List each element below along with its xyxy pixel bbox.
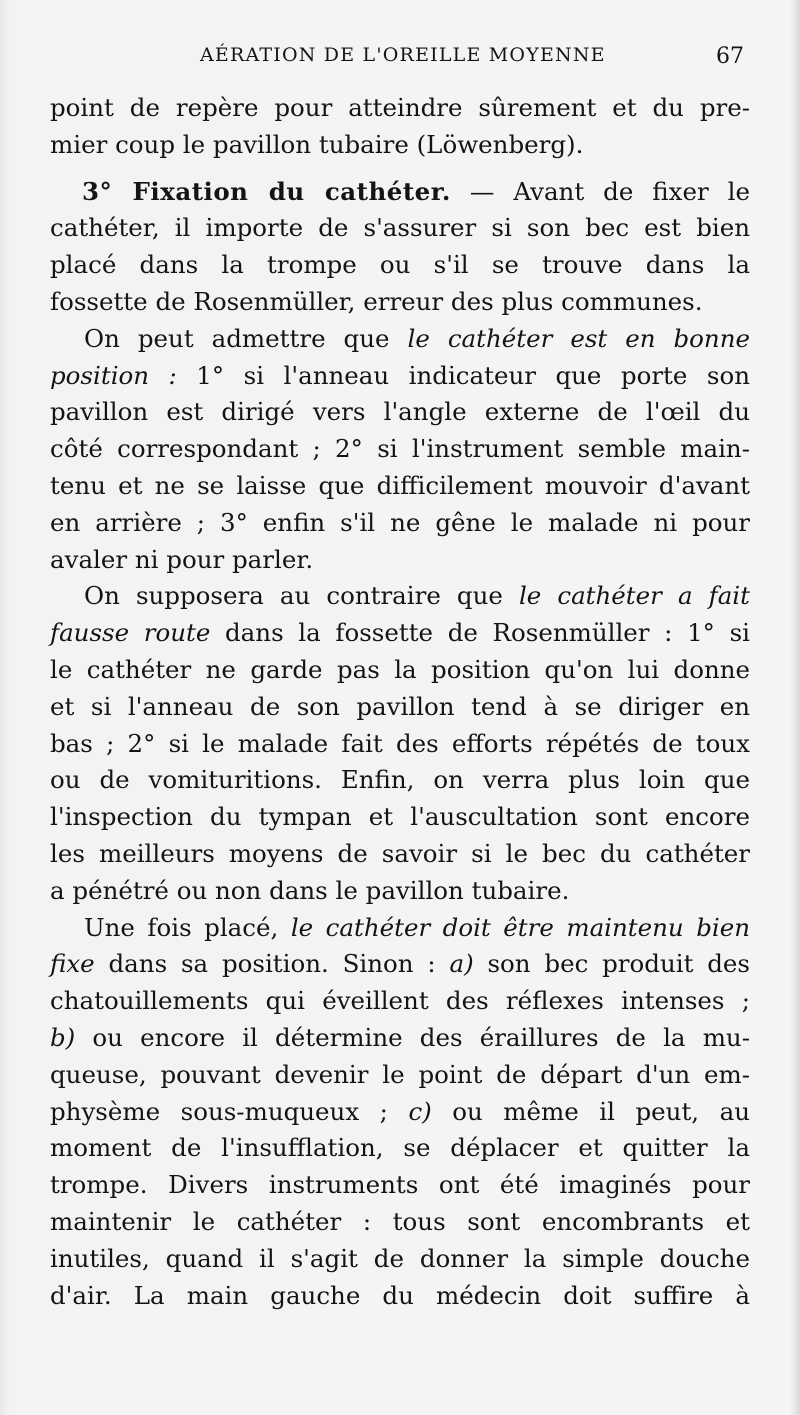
italic-fragment: position :: [50, 360, 177, 390]
text-fragment: ou encore il détermine des éraillures de la mu-: [75, 1022, 750, 1052]
text-line: les meilleurs moyens de savoir si le bec du cathéter: [50, 838, 750, 868]
text-line: chatouillements qui éveillent des réflexes intenses ;: [50, 986, 750, 1016]
italic-fragment: a): [449, 949, 474, 979]
text-line: fossette de Rosenmüller, erreur des plus communes.: [50, 286, 703, 316]
paragraph-gap: [50, 164, 750, 174]
text-line: pavillon est dirigé vers l'angle externe de l'œil du: [50, 397, 750, 427]
text-line: avaler ni pour parler.: [50, 544, 314, 574]
section-heading-line: [50, 174, 750, 211]
italic-fragment: le cathéter doit être maintenu bien: [290, 912, 751, 942]
text-fragment: dans la fossette de Rosenmüller : 1° si: [210, 618, 750, 648]
text-line: [50, 358, 750, 395]
text-line: moment de l'insufflation, se déplacer et quitter la: [50, 1133, 750, 1163]
text-line: en arrière ; 3° enfin s'il ne gêne le malade ni pour: [50, 507, 750, 537]
text-fragment: On supposera au contraire que: [84, 581, 519, 611]
section-heading: 3° Fixation du cathéter.: [82, 176, 451, 206]
text-line: [50, 1020, 750, 1057]
text-line: a pénétré ou non dans le pavillon tubaire.: [50, 875, 570, 905]
text-line: placé dans la trompe ou s'il se trouve dans la: [50, 250, 750, 280]
page-header: [50, 38, 744, 78]
text-line: d'air. La main gauche du médecin doit suffire à: [50, 1280, 750, 1310]
text-fragment: — Avant de fixer le: [450, 176, 750, 206]
text-fragment: 1° si l'anneau indicateur que porte son: [176, 360, 750, 390]
text-line: [50, 321, 750, 358]
text-fragment: Une fois placé,: [84, 912, 291, 942]
text-line: [50, 1094, 750, 1131]
text-line: côté correspondant ; 2° si l'instrument semble main-: [50, 434, 750, 464]
text-line: tenu et ne se laisse que difficilement mouvoir d'avant: [50, 470, 750, 500]
text-fragment: son bec produit des: [473, 949, 750, 979]
text-line: [50, 578, 750, 615]
text-line: ou de vomituritions. Enfin, on verra plus loin que: [50, 765, 750, 795]
text-fragment: On peut admettre que: [84, 323, 408, 353]
text-line: maintenir le cathéter : tous sont encombrants et: [50, 1206, 750, 1236]
text-line: cathéter, il importe de s'assurer si son bec est bien: [50, 213, 750, 243]
text-line: bas ; 2° si le malade fait des efforts répétés de toux: [50, 728, 750, 758]
text-line: le cathéter ne garde pas la position qu'on lui donne: [50, 654, 750, 684]
text-fragment: dans sa position. Sinon :: [94, 949, 450, 979]
text-line: [50, 946, 750, 983]
italic-fragment: le cathéter est en bonne: [407, 323, 750, 353]
text-fragment: ou même il peut, au: [431, 1096, 750, 1126]
text-line: l'inspection du tympan et l'auscultation sont encore: [50, 802, 750, 832]
italic-fragment: b): [50, 1022, 76, 1052]
italic-fragment: le cathéter a fait: [518, 581, 750, 611]
text-line: point de repère pour atteindre sûrement et du pre-: [50, 93, 750, 122]
page-number: 67: [716, 44, 744, 69]
text-line: [50, 910, 750, 947]
body-text: [50, 90, 750, 1314]
italic-fragment: c): [408, 1096, 432, 1126]
italic-fragment: fausse route: [50, 618, 211, 648]
text-line: mier coup le pavillon tubaire (Löwenberg).: [50, 129, 584, 159]
running-head: AÉRATION DE L'OREILLE MOYENNE: [200, 44, 606, 66]
italic-fragment: fixe: [50, 949, 95, 979]
text-line: trompe. Divers instruments ont été imaginés pour: [50, 1170, 750, 1200]
text-line: et si l'anneau de son pavillon tend à se diriger en: [50, 691, 750, 721]
text-line: [50, 615, 750, 652]
text-line: inutiles, quand il s'agit de donner la simple douche: [50, 1243, 750, 1273]
text-line: queuse, pouvant devenir le point de départ d'un em-: [50, 1059, 750, 1089]
text-fragment: physème sous-muqueux ;: [50, 1096, 409, 1126]
